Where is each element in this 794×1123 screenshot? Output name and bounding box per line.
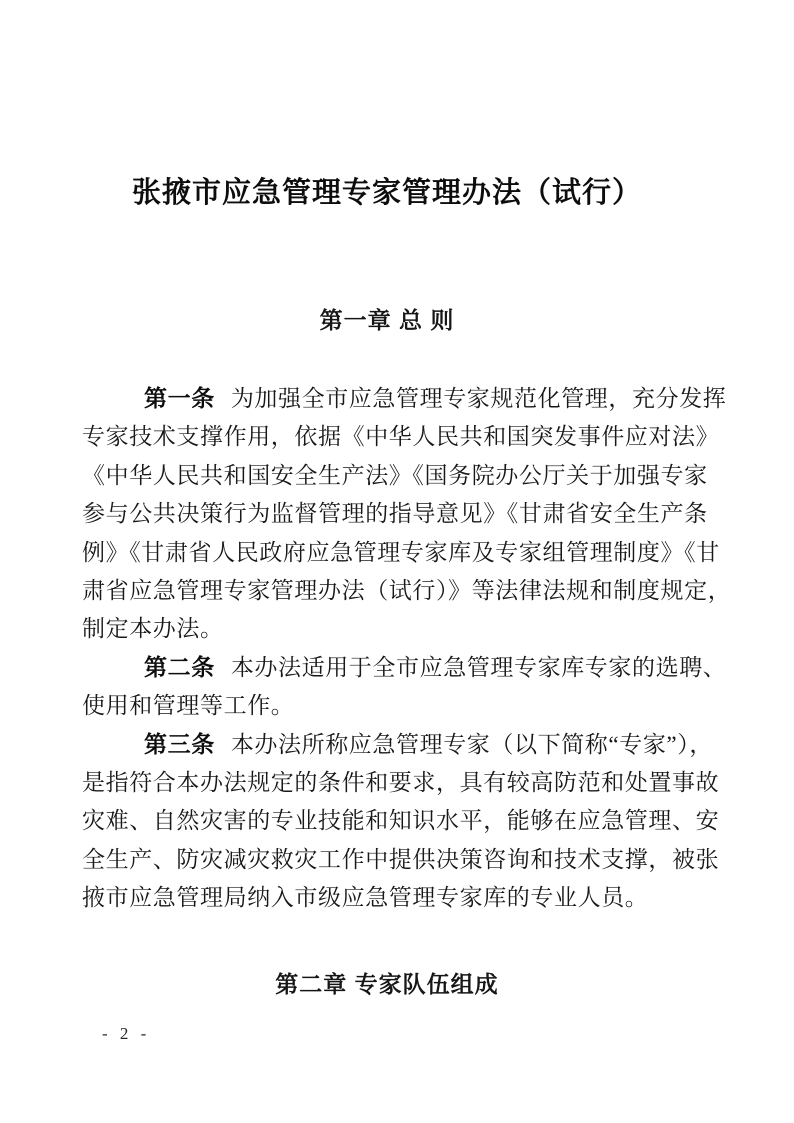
text-line: [82, 380, 727, 418]
text-line: 使用和管理等工作。: [82, 693, 295, 719]
text-line: [82, 726, 713, 764]
article-1-first-line-text: 为加强全市应急管理专家规范化管理，充分发挥: [230, 386, 727, 411]
text-line: [82, 649, 727, 687]
text-line: 掖市应急管理局纳入市级应急管理专家库的专业人员。: [82, 885, 649, 911]
page-number: - 2 -: [102, 1024, 151, 1043]
text-line: 肃省应急管理专家管理办法（试行）》等法律法规和制度规定，: [82, 578, 732, 604]
document-title: 张掖市应急管理专家管理办法（试行）: [131, 177, 642, 209]
text-line: 全生产、防灾减灾救灾工作中提供决策咨询和技术支撑，被张: [82, 846, 720, 872]
article-3-label: 第三条: [144, 731, 215, 757]
article-3-first-line-text: 本办法所称应急管理专家（以下简称“专家”），: [230, 731, 713, 757]
chapter-1-heading: 第一章 总 则: [319, 307, 455, 333]
document-body: [82, 380, 732, 918]
article-paragraph-2: [82, 649, 727, 726]
article-2-first-line-text: 本办法适用于全市应急管理专家库专家的选聘、: [230, 654, 727, 680]
text-line: 专家技术支撑作用，依据《中华人民共和国突发事件应对法》: [82, 424, 720, 450]
text-line: 参与公共决策行为监督管理的指导意见》《甘肃省安全生产条: [82, 501, 708, 527]
article-1-label: 第一条: [144, 386, 215, 411]
article-2-lines: [82, 687, 698, 725]
article-paragraph-1: [82, 380, 732, 649]
text-line: 例》《甘肃省人民政府应急管理专家库及专家组管理制度》《甘: [82, 539, 720, 565]
text-line: 是指符合本办法规定的条件和要求，具有较高防范和处置事故: [82, 770, 720, 796]
article-3-lines: [82, 764, 720, 918]
text-line: 灾难、自然灾害的专业技能和知识水平，能够在应急管理、安: [82, 808, 720, 834]
article-1-lines: [82, 418, 732, 648]
article-2-label: 第二条: [144, 654, 215, 680]
chapter-2-heading: 第二章 专家队伍组成: [275, 971, 499, 997]
text-line: 《中华人民共和国安全生产法》《国务院办公厅关于加强专家: [82, 462, 708, 488]
article-paragraph-3: [82, 726, 720, 918]
text-line: 制定本办法。: [82, 616, 224, 642]
